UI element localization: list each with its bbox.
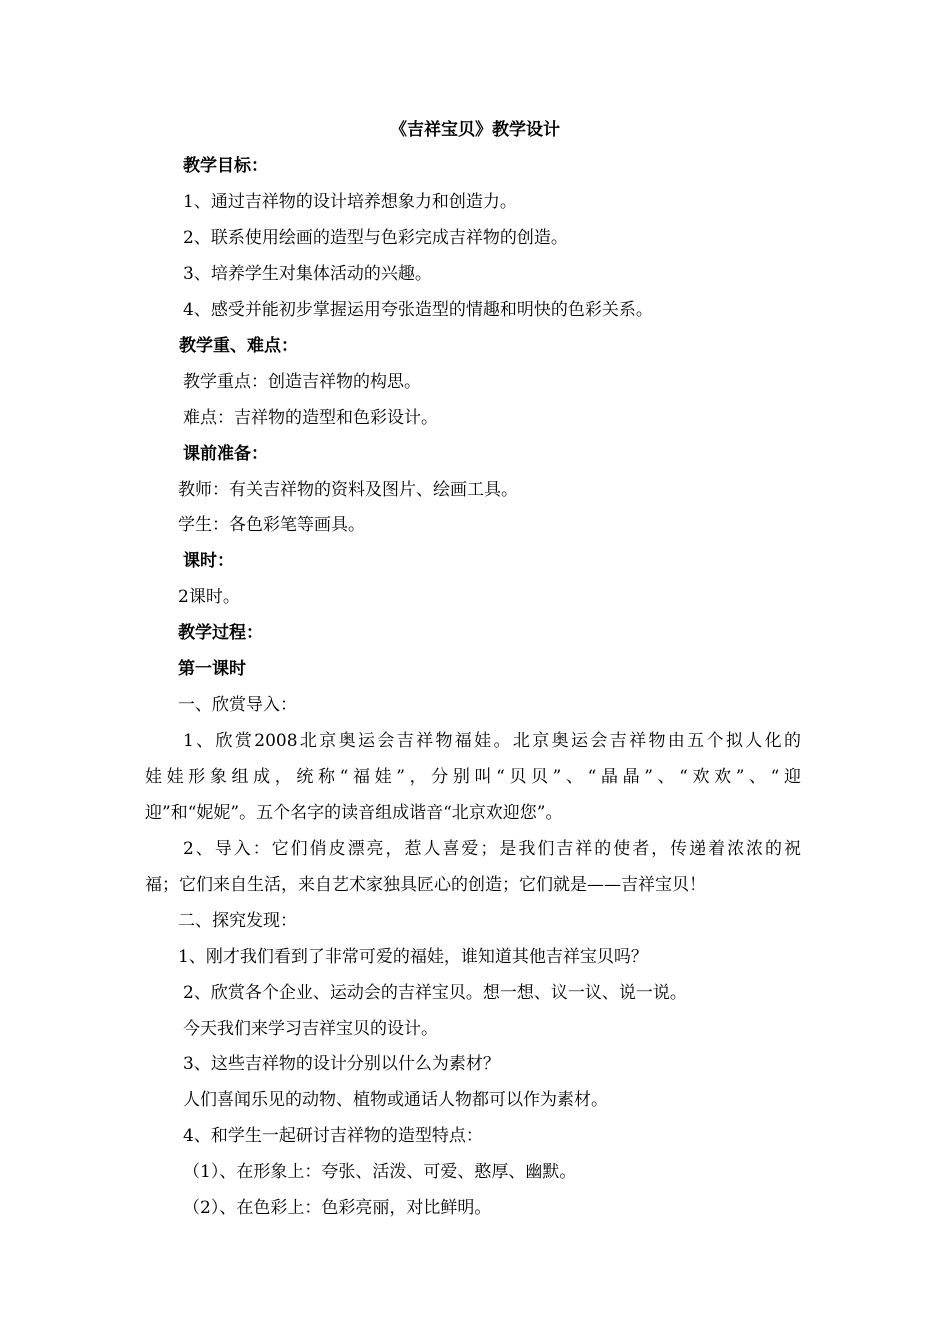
objectives-heading: 教学目标：	[183, 156, 268, 176]
objective-item: 3、培养学生对集体活动的兴趣。	[183, 264, 432, 284]
keypoints-heading: 教学重、难点：	[179, 336, 298, 356]
section2-feature1: （1）、在形象上：夸张、活泼、可爱、憨厚、幽默。	[183, 1162, 577, 1182]
process-heading: 教学过程：	[178, 623, 263, 643]
keypoint-difficulty: 难点：吉祥物的造型和色彩设计。	[183, 408, 438, 428]
section1-p2-line: 2、导入：它们俏皮漂亮，惹人喜爱；是我们吉祥的使者，传递着浓浓的祝	[183, 839, 801, 859]
section2-q1: 1、刚才我们看到了非常可爱的福娃，谁知道其他吉祥宝贝吗？	[178, 947, 648, 967]
keypoint-focus: 教学重点：创造吉祥物的构思。	[183, 372, 421, 392]
section2-a3: 人们喜闻乐见的动物、植物或通话人物都可以作为素材。	[183, 1090, 608, 1110]
section1-p1-line: 1、欣赏2008北京奥运会吉祥物福娃。北京奥运会吉祥物由五个拟人化的	[183, 731, 801, 751]
objective-item: 2、联系使用绘画的造型与色彩完成吉祥物的创造。	[183, 228, 568, 248]
section1-heading: 一、欣赏导入：	[178, 695, 297, 715]
document-title: 《吉祥宝贝》教学设计	[390, 120, 560, 140]
preparation-heading: 课前准备：	[183, 444, 268, 464]
section1-p1-line: 迎”和“妮妮”。五个名字的读音组成谐音“北京欢迎您”。	[145, 803, 563, 823]
objective-item: 1、通过吉祥物的设计培养想象力和创造力。	[183, 192, 517, 212]
section1-p1-line: 娃娃形象组成，统称“福娃”，分别叫“贝贝”、“晶晶”、“欢欢”、“迎	[145, 767, 801, 787]
hours-value: 2课时。	[178, 587, 240, 607]
preparation-student: 学生：各色彩笔等画具。	[178, 515, 365, 535]
section2-heading: 二、探究发现：	[178, 911, 297, 931]
objective-item: 4、感受并能初步掌握运用夸张造型的情趣和明快的色彩关系。	[183, 300, 653, 320]
section2-q3: 3、这些吉祥物的设计分别以什么为素材？	[183, 1054, 500, 1074]
section2-q2: 2、欣赏各个企业、运动会的吉祥宝贝。想一想、议一议、说一说。	[183, 983, 687, 1003]
section2-feature2: （2）、在色彩上：色彩亮丽，对比鲜明。	[183, 1198, 492, 1218]
hours-heading: 课时：	[183, 551, 234, 571]
first-lesson-heading: 第一课时	[178, 659, 246, 679]
section2-q4: 4、和学生一起研讨吉祥物的造型特点：	[183, 1126, 483, 1146]
section2-today: 今天我们来学习吉祥宝贝的设计。	[183, 1019, 438, 1039]
preparation-teacher: 教师：有关吉祥物的资料及图片、绘画工具。	[178, 480, 518, 500]
section1-p2-line: 福；它们来自生活，来自艺术家独具匠心的创造；它们就是——吉祥宝贝！	[145, 875, 706, 895]
